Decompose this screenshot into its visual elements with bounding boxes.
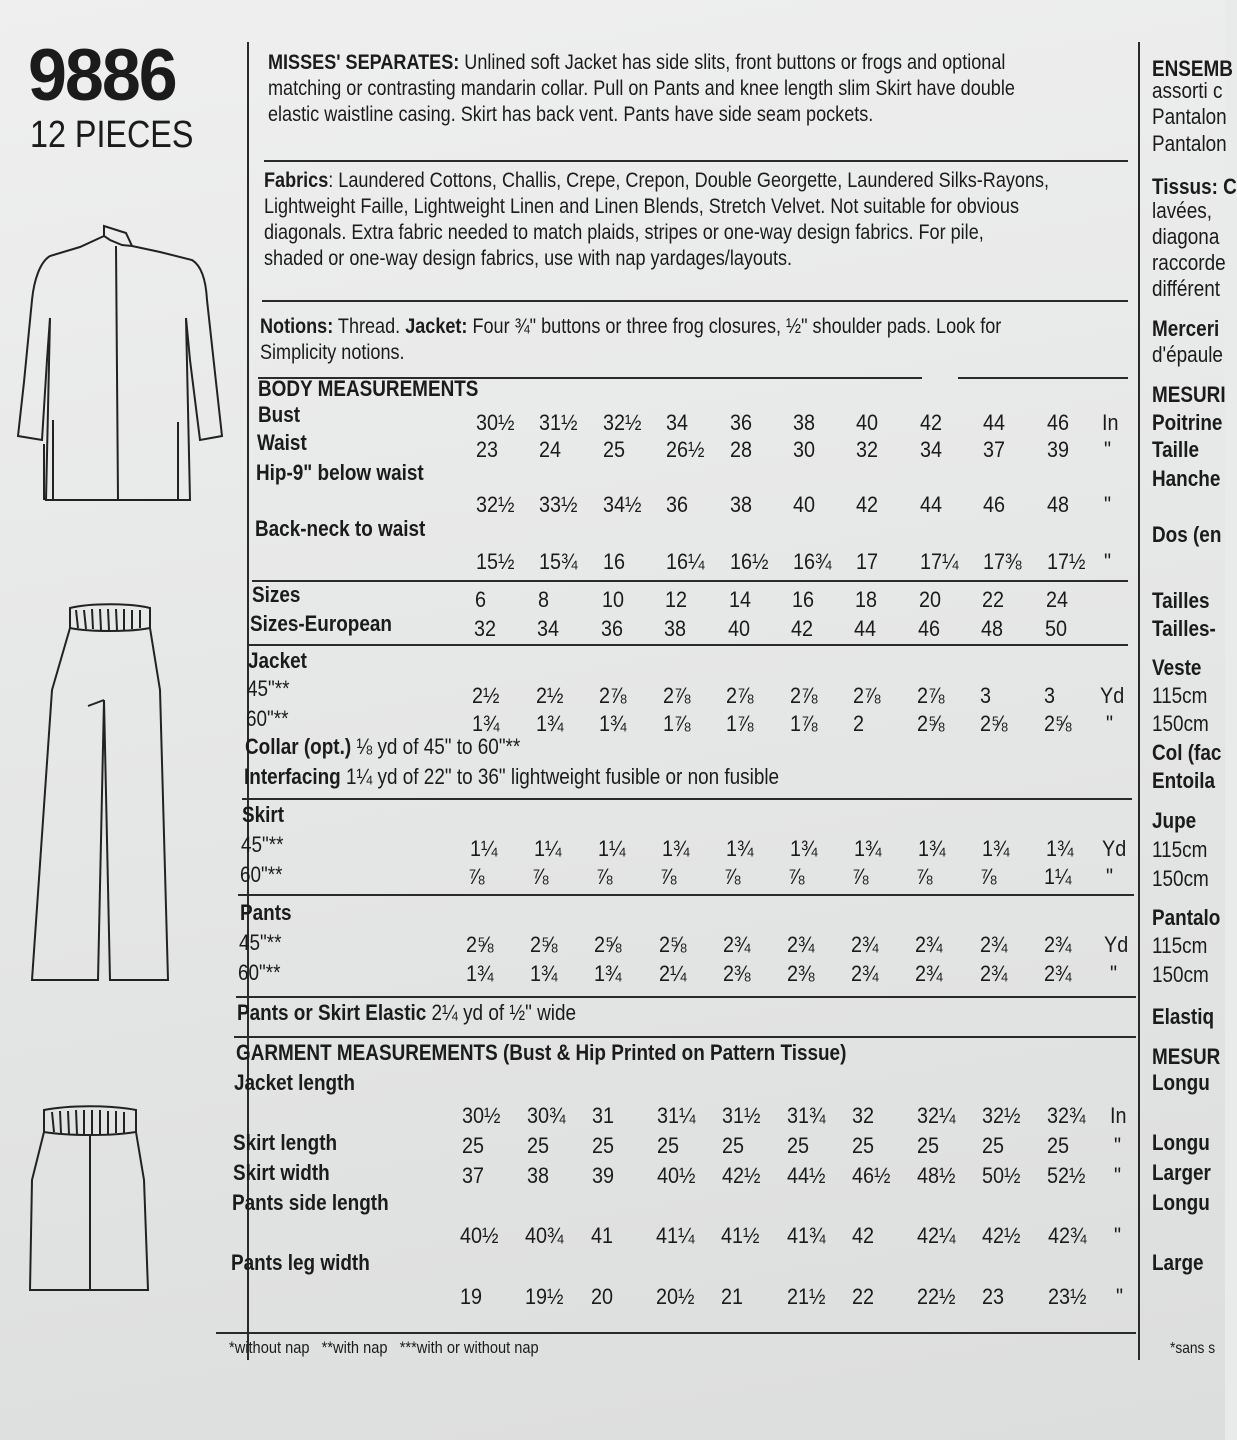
value-cell: 25 [982,1133,1005,1158]
french-line: Merceri [1152,316,1220,341]
value-cell: 50 [1045,616,1068,641]
value-cell: 40 [793,492,816,517]
fabrics [264,168,1049,272]
value-cell: 19½ [525,1284,564,1309]
value-cell: 1¾ [1046,836,1074,861]
value-cell: 25 [1047,1133,1070,1158]
fabrics-line: : Laundered Cottons, Challis, Crepe, Crepon, Double Georgette, Laundered Silks-Rayons, [328,169,1050,192]
unit-cell: " [1116,1284,1124,1309]
collar-text: ⅛ yd of 45" to 60"** [351,734,521,759]
value-cell: 25 [603,437,626,462]
rule [242,798,1132,800]
value-cell: 30½ [476,410,515,435]
value-cell: 2⅝ [1044,711,1072,736]
rule [958,377,1128,379]
value-cell: 17½ [1047,549,1086,574]
value-cell: 17¼ [920,549,959,574]
value-cell: 3 [980,683,992,708]
value-cell: 20½ [656,1284,695,1309]
value-cell: 2½ [536,683,564,708]
value-cell: ⅞ [916,864,933,889]
value-cell: 1¾ [662,836,690,861]
value-cell: 1¼ [470,836,498,861]
french-line: MESUR [1152,1044,1221,1069]
value-cell: 2⅞ [726,683,754,708]
value-cell: 2¾ [980,932,1008,957]
interfacing-text: 1¼ yd of 22" to 36" lightweight fusible or non fusible [340,764,780,789]
value-cell: 34 [920,437,943,462]
fabrics-line: Lightweight Faille, Lightweight Linen and Linen Blends, Stretch Velvet. Not suitable for obvious [264,195,1019,218]
value-cell: 1¾ [982,836,1010,861]
value-cell: 2¾ [723,932,751,957]
value-cell: 2⅞ [599,683,627,708]
row-label: 60"** [240,862,283,887]
unit-cell: " [1114,1223,1122,1248]
collar-label: Collar (opt.) [245,734,352,759]
value-cell: 2⅞ [663,683,691,708]
value-cell: 42 [852,1223,875,1248]
value-cell: 2¾ [915,932,943,957]
value-cell: 1⅞ [663,711,691,736]
rule [216,1332,1136,1334]
value-cell: 46 [983,492,1006,517]
value-cell: ⅞ [852,864,869,889]
value-cell: 2¼ [659,961,687,986]
value-cell: 2⅞ [917,683,945,708]
unit-cell: " [1104,549,1112,574]
value-cell: 41½ [721,1223,760,1248]
row-label: Pants side length [232,1190,389,1215]
row-label: Skirt length [233,1130,338,1155]
french-line: raccorde [1152,250,1226,275]
unit-cell: " [1106,711,1114,736]
french-line: 150cm [1152,962,1209,987]
fabrics-label: Fabrics [264,169,329,192]
value-cell: 2⅜ [723,961,751,986]
value-cell: 24 [1046,587,1069,612]
value-cell: 44 [854,616,877,641]
value-cell: 31¾ [787,1103,826,1128]
value-cell: 41¾ [787,1223,826,1248]
french-line: Pantalo [1152,905,1221,930]
row-label: Sizes-European [250,611,392,636]
value-cell: 2¾ [915,961,943,986]
value-cell: 22 [852,1284,875,1309]
unit-cell: In [1102,410,1119,435]
row-label: Pants leg width [231,1250,370,1275]
right-divider [1138,42,1140,1360]
value-cell: 8 [538,587,550,612]
value-cell: 28 [730,437,753,462]
french-line: assorti c [1152,78,1223,103]
unit-cell: " [1114,1133,1122,1158]
body-measurements-header: BODY MEASUREMENTS [258,376,479,401]
row-label: 45"** [247,676,290,701]
value-cell: 32¼ [917,1103,956,1128]
value-cell: 42 [856,492,879,517]
french-line: *sans s [1170,1340,1216,1357]
value-cell: 1⅞ [790,711,818,736]
value-cell: 2¾ [851,961,879,986]
value-cell: 36 [601,616,624,641]
value-cell: 16¾ [793,549,832,574]
french-line: Veste [1152,655,1202,680]
value-cell: 39 [1047,437,1070,462]
value-cell: 22½ [917,1284,956,1309]
row-label: Bust [258,402,301,427]
value-cell: 16 [792,587,815,612]
rule [238,894,1134,896]
value-cell: ⅞ [532,864,549,889]
rule [234,1036,1136,1038]
french-line: Pantalon [1152,104,1227,129]
value-cell: 1¾ [536,711,564,736]
value-cell: 3 [1044,683,1056,708]
value-cell: 40½ [460,1223,499,1248]
french-line: Longu [1152,1070,1210,1095]
value-cell: 42 [791,616,814,641]
value-cell: ⅞ [596,864,613,889]
value-cell: 48 [981,616,1004,641]
value-cell: ⅞ [660,864,677,889]
value-cell: 2 [853,711,865,736]
french-line: Dos (en [1152,522,1222,547]
value-cell: 1¾ [599,711,627,736]
unit-cell: Yd [1104,932,1129,957]
value-cell: 42¼ [917,1223,956,1248]
value-cell: 10 [602,587,625,612]
row-label: Skirt width [233,1160,330,1185]
description-label: MISSES' SEPARATES: [268,51,460,74]
value-cell: 40 [728,616,751,641]
value-cell: 40½ [657,1163,696,1188]
value-cell: 32½ [603,410,642,435]
value-cell: 1¼ [1044,864,1072,889]
value-cell: 37 [983,437,1006,462]
value-cell: 2¾ [1044,932,1072,957]
unit-cell: " [1114,1163,1122,1188]
french-line: ENSEMB [1152,56,1233,81]
garment-illustrations [0,0,240,1440]
value-cell: 2⅝ [980,711,1008,736]
value-cell: 23½ [1048,1284,1087,1309]
value-cell: 15½ [476,549,515,574]
value-cell: 16 [603,549,626,574]
value-cell: 31½ [539,410,578,435]
pants-illustration [32,604,168,980]
garment-measurements-header: GARMENT MEASUREMENTS (Bust & Hip Printed on Pattern Tissue) [236,1040,847,1065]
value-cell: 2⅝ [917,711,945,736]
french-line: Col (fac [1152,740,1222,765]
value-cell: 41¼ [656,1223,695,1248]
row-label: 60"** [246,706,289,731]
notions [260,314,1001,366]
value-cell: 44½ [787,1163,826,1188]
value-cell: 32 [852,1103,875,1128]
description-line: elastic waistline casing. Skirt has back vent. Pants have side seam pockets. [268,103,874,126]
value-cell: 42 [920,410,943,435]
fabrics-line: shaded or one-way design fabrics, use with nap yardages/layouts. [264,247,793,270]
value-cell: ⅞ [468,864,485,889]
value-cell: 50½ [982,1163,1021,1188]
french-line: Tailles- [1152,616,1216,641]
description-line: matching or contrasting mandarin collar. Pull on Pants and knee length slim Skirt have double [268,77,1015,100]
french-line: lavées, [1152,198,1212,223]
value-cell: 38 [730,492,753,517]
value-cell: 1⅞ [726,711,754,736]
row-label: Sizes [252,582,301,607]
french-line: Tailles [1152,588,1210,613]
value-cell: 17 [856,549,879,574]
value-cell: 40¾ [525,1223,564,1248]
interfacing-row [244,764,779,790]
value-cell: 32 [856,437,879,462]
value-cell: 1¾ [790,836,818,861]
value-cell: 19 [460,1284,483,1309]
footnote-item: *without nap [229,1338,310,1357]
unit-cell: In [1110,1103,1127,1128]
french-line: 115cm [1152,837,1208,862]
unit-cell: " [1104,437,1112,462]
notions-jacket-label: Jacket: [405,315,468,338]
value-cell: 32¾ [1047,1103,1086,1128]
section-label: Skirt [242,802,285,827]
value-cell: 25 [462,1133,485,1158]
french-line: Longu [1152,1130,1210,1155]
value-cell: 21 [721,1284,744,1309]
value-cell: 32 [474,616,497,641]
value-cell: 31 [592,1103,615,1128]
value-cell: 1¾ [472,711,500,736]
french-line: 115cm [1152,683,1208,708]
value-cell: ⅞ [724,864,741,889]
value-cell: 16½ [730,549,769,574]
value-cell: 2⅜ [787,961,815,986]
value-cell: 36 [666,492,689,517]
skirt-illustration [30,1106,148,1290]
value-cell: 18 [855,587,878,612]
french-line: MESURI [1152,382,1226,407]
value-cell: ⅞ [980,864,997,889]
notions-text: Thread. [333,315,406,338]
french-line: Entoila [1152,768,1216,793]
value-cell: 1¾ [918,836,946,861]
value-cell: 12 [665,587,688,612]
french-line: 150cm [1152,866,1209,891]
value-cell: 42¾ [1048,1223,1087,1248]
value-cell: 15¾ [539,549,578,574]
value-cell: 1¾ [530,961,558,986]
value-cell: 21½ [787,1284,826,1309]
value-cell: 36 [730,410,753,435]
value-cell: 34½ [603,492,642,517]
rule [264,160,1128,162]
french-line: différent [1152,276,1221,301]
french-line: diagona [1152,224,1220,249]
footnote-item: ***with or without nap [399,1338,539,1357]
rule [262,300,1128,302]
french-line: Larger [1152,1160,1211,1185]
value-cell: 25 [787,1133,810,1158]
fabrics-line: diagonals. Extra fabric needed to match plaids, stripes or one-way design fabrics. For pile, [264,221,984,244]
value-cell: 14 [729,587,752,612]
value-cell: 32½ [476,492,515,517]
value-cell: 40 [856,410,879,435]
value-cell: 23 [476,437,499,462]
value-cell: 1¾ [594,961,622,986]
value-cell: 22 [982,587,1005,612]
section-label: Pants [240,900,292,925]
french-line: Elastiq [1152,1004,1215,1029]
value-cell: 1¼ [598,836,626,861]
value-cell: 23 [982,1284,1005,1309]
value-cell: 42½ [722,1163,761,1188]
value-cell: 26½ [666,437,705,462]
value-cell: 30¾ [527,1103,566,1128]
description [268,50,1015,128]
value-cell: 33½ [539,492,578,517]
value-cell: 31¼ [657,1103,696,1128]
value-cell: 48½ [917,1163,956,1188]
description-line: Unlined soft Jacket has side slits, front buttons or frogs and optional [464,51,1006,74]
french-line: 150cm [1152,711,1209,736]
value-cell: 2⅝ [466,932,494,957]
value-cell: 2¾ [1044,961,1072,986]
value-cell: 2¾ [787,932,815,957]
value-cell: 32½ [982,1103,1021,1128]
section-label: Jacket [248,648,307,673]
value-cell: 46 [1047,410,1070,435]
elastic-label: Pants or Skirt Elastic [237,1000,427,1025]
value-cell: 25 [852,1133,875,1158]
value-cell: 2¾ [851,932,879,957]
row-label: Back-neck to waist [255,516,426,541]
value-cell: 25 [917,1133,940,1158]
value-cell: 25 [592,1133,615,1158]
value-cell: 2⅝ [659,932,687,957]
french-line: 115cm [1152,933,1208,958]
pieces-count: 12 PIECES [30,114,194,156]
elastic-row [237,1000,576,1026]
value-cell: 34 [666,410,689,435]
french-line: d'épaule [1152,342,1223,367]
value-cell: 6 [475,587,487,612]
value-cell: 37 [462,1163,485,1188]
value-cell: 1¼ [534,836,562,861]
value-cell: 2½ [472,683,500,708]
value-cell: 31½ [722,1103,761,1128]
pattern-number: 9886 [28,34,176,116]
row-label: 45"** [239,930,282,955]
french-line: Poitrine [1152,410,1223,435]
value-cell: 30½ [462,1103,501,1128]
jacket-illustration [18,226,222,500]
value-cell: 2⅝ [530,932,558,957]
rule [248,644,1128,646]
value-cell: 25 [527,1133,550,1158]
footnote-item: **with nap [321,1338,388,1357]
unit-cell: " [1110,961,1118,986]
footnote [229,1338,539,1358]
value-cell: 38 [793,410,816,435]
notions-text: Four ¾" buttons or three frog closures, ½" shoulder pads. Look for [467,315,1002,338]
interfacing-label: Interfacing [244,764,341,789]
value-cell: 44 [920,492,943,517]
french-line: Tissus: C [1152,174,1237,199]
french-line: Jupe [1152,808,1197,833]
value-cell: 44 [983,410,1006,435]
value-cell: 25 [657,1133,680,1158]
value-cell: 1¾ [466,961,494,986]
unit-cell: " [1104,492,1112,517]
unit-cell: Yd [1102,836,1127,861]
value-cell: 34 [537,616,560,641]
value-cell: 52½ [1047,1163,1086,1188]
notions-label: Notions: [260,315,334,338]
value-cell: 25 [722,1133,745,1158]
value-cell: 30 [793,437,816,462]
french-line: Hanche [1152,466,1221,491]
value-cell: 2¾ [980,961,1008,986]
value-cell: 17⅜ [983,549,1022,574]
value-cell: 48 [1047,492,1070,517]
elastic-text: 2¼ yd of ½" wide [426,1000,577,1025]
rule [252,580,1128,582]
value-cell: 38 [664,616,687,641]
french-line: Taille [1152,437,1199,462]
value-cell: 20 [591,1284,614,1309]
unit-cell: Yd [1100,683,1125,708]
value-cell: 2⅞ [790,683,818,708]
french-line: Pantalon [1152,131,1227,156]
value-cell: 46 [918,616,941,641]
row-label: 45"** [241,832,284,857]
value-cell: ⅞ [788,864,805,889]
row-label: Waist [257,430,307,455]
row-label: Hip-9" below waist [256,460,424,485]
row-label: Jacket length [234,1070,355,1095]
unit-cell: " [1106,864,1114,889]
french-line: Large [1152,1250,1204,1275]
value-cell: 41 [591,1223,614,1248]
value-cell: 42½ [982,1223,1021,1248]
value-cell: 46½ [852,1163,891,1188]
value-cell: 20 [919,587,942,612]
value-cell: 2⅞ [853,683,881,708]
value-cell: 1¾ [726,836,754,861]
value-cell: 1¾ [854,836,882,861]
value-cell: 38 [527,1163,550,1188]
french-line: Longu [1152,1190,1210,1215]
rule [236,996,1136,998]
value-cell: 24 [539,437,562,462]
value-cell: 16¼ [666,549,705,574]
collar-row [245,734,520,760]
row-label: 60"** [238,960,281,985]
notions-line: Simplicity notions. [260,341,405,364]
value-cell: 2⅝ [594,932,622,957]
value-cell: 39 [592,1163,615,1188]
